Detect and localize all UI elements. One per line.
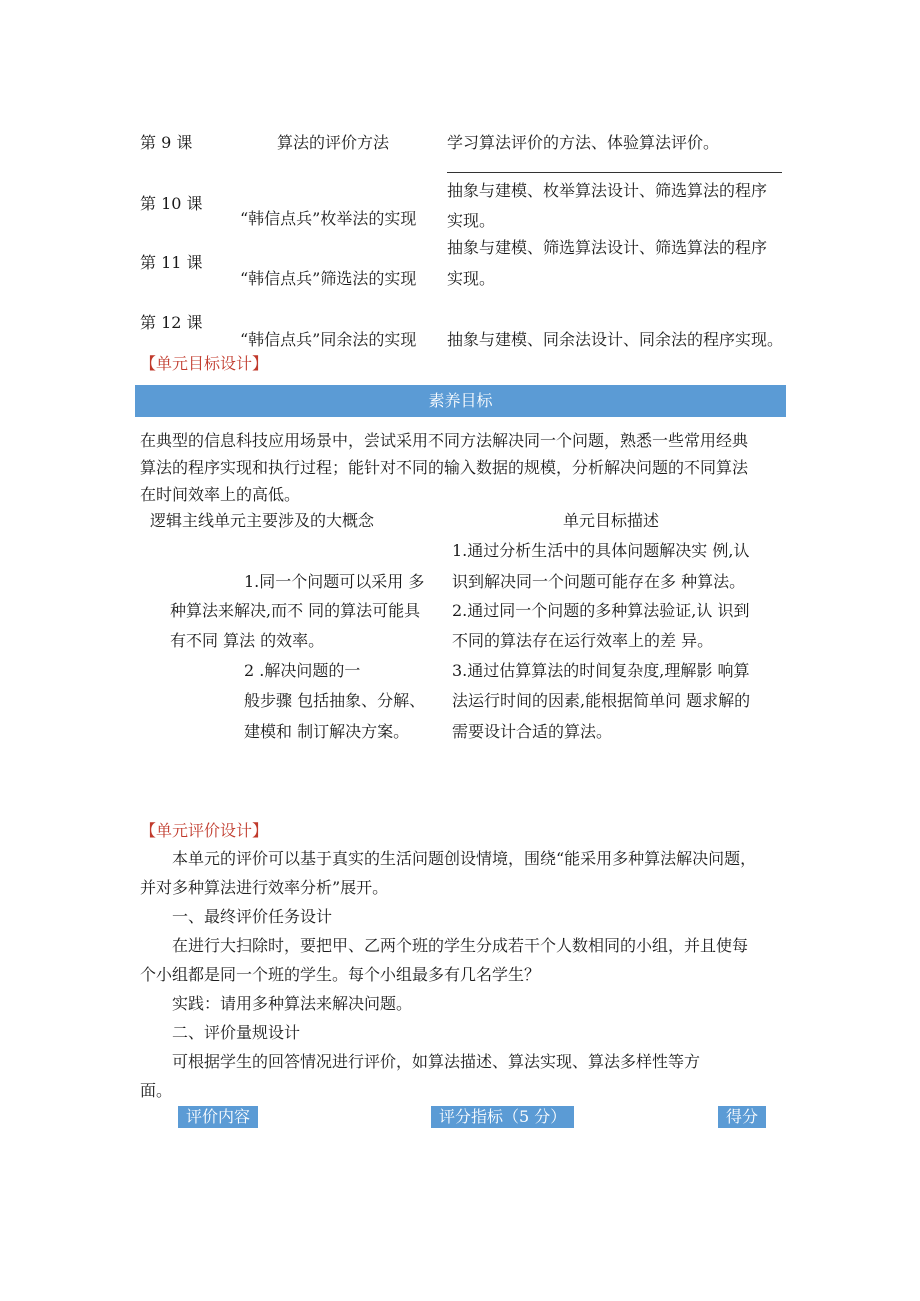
rubric-header-content: 评价内容 (178, 1106, 258, 1128)
goal-desc-line: 不同的算法存在运行效率上的差 异。 (452, 631, 714, 650)
goal-desc-line: 需要设计合适的算法。 (452, 722, 613, 741)
goal-desc-line: 2.通过同一个问题的多种算法验证,认 识到 (452, 601, 750, 620)
lesson-11-number: 第 11 课 (140, 253, 203, 272)
lesson-12-title: “韩信点兵”同余法的实现 (240, 330, 417, 349)
concept-line: 种算法来解决,而不 同的算法可能具 (170, 601, 421, 620)
lesson-11-desc-line1: 抽象与建模、筛选算法设计、筛选算法的程序 (447, 238, 768, 257)
eval-line: 二、评价量规设计 (172, 1023, 301, 1042)
eval-line: 本单元的评价可以基于真实的生活问题创设情境，围绕“能采用多种算法解决问题， (172, 849, 757, 868)
lesson-10-desc-line1: 抽象与建模、枚举算法设计、筛选算法的程序 (447, 181, 768, 200)
lesson-9-title: 算法的评价方法 (277, 133, 390, 152)
eval-line: 一、最终评价任务设计 (172, 907, 333, 926)
table-rule (447, 172, 782, 173)
unit-goal-header: 单元目标描述 (563, 511, 660, 530)
concept-line: 般步骤 包括抽象、分解、 (244, 691, 426, 710)
literacy-goal-band: 素养目标 (135, 385, 786, 417)
goal-section-heading: 【单元目标设计】 (140, 354, 269, 373)
goal-desc-line: 识到解决同一个问题可能存在多 种算法。 (452, 572, 746, 591)
goal-paragraph-line: 在典型的信息科技应用场景中，尝试采用不同方法解决同一个问题，熟悉一些常用经典 (140, 431, 749, 450)
lesson-10-title: “韩信点兵”枚举法的实现 (240, 209, 417, 228)
lesson-10-number: 第 10 课 (140, 194, 203, 213)
goal-paragraph-line: 算法的程序实现和执行过程；能针对不同的输入数据的规模，分析解决问题的不同算法 (140, 458, 749, 477)
concept-line: 1.同一个问题可以采用 多 (244, 572, 425, 591)
rubric-header-score: 得分 (718, 1106, 766, 1128)
lesson-11-desc-line2: 实现。 (447, 269, 496, 288)
goal-desc-line: 3.通过估算算法的时间复杂度,理解影 响算 (452, 661, 750, 680)
eval-line: 可根据学生的回答情况进行评价，如算法描述、算法实现、算法多样性等方 (172, 1052, 701, 1071)
lesson-9-desc: 学习算法评价的方法、体验算法评价。 (447, 133, 720, 152)
eval-line: 个小组都是同一个班的学生。每个小组最多有几名学生？ (140, 965, 541, 984)
eval-line: 在进行大扫除时，要把甲、乙两个班的学生分成若干个人数相同的小组，并且使每 (172, 936, 749, 955)
eval-section-heading: 【单元评价设计】 (140, 821, 269, 840)
goal-paragraph-line: 在时间效率上的高低。 (140, 485, 301, 504)
big-concept-header: 逻辑主线单元主要涉及的大概念 (150, 511, 375, 530)
goal-paragraph (140, 427, 748, 508)
lesson-11-title: “韩信点兵”筛选法的实现 (240, 269, 417, 288)
lesson-10-desc-line2: 实现。 (447, 211, 496, 230)
eval-line: 实践：请用多种算法来解决问题。 (172, 994, 413, 1013)
lesson-12-desc: 抽象与建模、同余法设计、同余法的程序实现。 (447, 330, 784, 349)
eval-line: 面。 (140, 1081, 173, 1100)
goal-desc-line: 法运行时间的因素,能根据简单问 题求解的 (452, 691, 751, 710)
lesson-12-number: 第 12 课 (140, 313, 203, 332)
lesson-9-number: 第 9 课 (140, 133, 193, 152)
concept-line: 2 .解决问题的一 (244, 661, 361, 680)
goal-desc-line: 1.通过分析生活中的具体问题解决实 例,认 (452, 541, 750, 560)
eval-line: 并对多种算法进行效率分析”展开。 (140, 878, 389, 897)
concept-line: 建模和 制订解决方案。 (244, 722, 410, 741)
concept-line: 有不同 算法 的效率。 (170, 631, 325, 650)
rubric-header-criteria: 评分指标（5 分） (431, 1106, 574, 1128)
